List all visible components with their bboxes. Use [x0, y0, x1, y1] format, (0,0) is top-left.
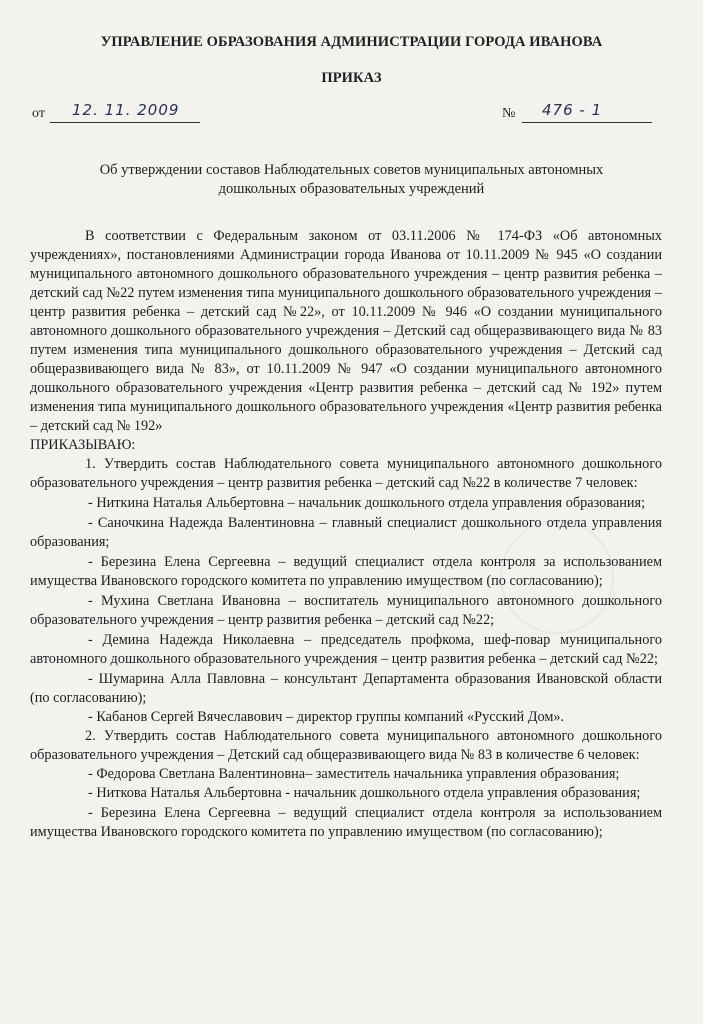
item-1-member: - Мухина Светлана Ивановна – воспитатель муниципального автономного дошкольного образовательного учреждения – центр развития ребенка – детский сад №22; [30, 593, 662, 628]
handwritten-date: 12. 11. 2009 [72, 101, 180, 119]
number-underline [522, 122, 652, 123]
item-1-member: - Ниткина Наталья Альбертовна – начальник дошкольного отдела управления образования; [88, 495, 646, 511]
order-date-number-row [32, 101, 672, 126]
subject-line-2: дошкольных образовательных учреждений [218, 181, 485, 197]
item-2-member: - Ниткова Наталья Альбертовна - начальник дошкольного отдела управления образования; [88, 785, 641, 801]
item-2-member: - Березина Елена Сергеевна – ведущий специалист отдела контроля за использованием имущества Ивановского городского комитета по управлению имуществом (по согласованию); [30, 805, 662, 840]
number-label: № [502, 106, 516, 121]
date-underline [50, 122, 200, 123]
document-type-title: ПРИКАЗ [321, 70, 382, 86]
subject-line-1: Об утверждении составов Наблюдательных советов муниципальных автономных [99, 162, 604, 178]
item-1-member: - Шумарина Алла Павловна – консультант Департамента образования Ивановской области (по согласованию); [30, 671, 662, 706]
order-body [30, 227, 662, 842]
item-1-member: - Саночкина Надежда Валентиновна – главный специалист дошкольного отдела управления образования; [30, 515, 662, 550]
preamble-paragraph: В соответствии с Федеральным законом от 03.11.2006 № 174-ФЗ «Об автономных учреждениях», постановлениями Администрации города Иванова от 10.11.2009 № 945 «О создании муниципального автономного дошкольного образовательного учреждения – центр развития ребенка – детский сад №22 путем изменения типа муниципального дошкольного образовательного учреждения – центр развития ребенка – детский сад №22», от 10.11.2009 № 946 «О создании муниципального автономного дошкольного образовательного учреждения – Детский сад общеразвивающего вида № 83 путем изменения типа муниципального дошкольного образовательного учреждения – Детский сад общеразвивающего вида № 83», от 10.11.2009 № 947 «О создании муниципального автономного дошкольного образовательного учреждения «Центр развития ребенка – детский сад № 192» путем изменения типа муниципального дошкольного образовательного учреждения «Центр развития ребенка – детский сад № 192» [30, 228, 662, 434]
order-word: ПРИКАЗЫВАЮ: [30, 437, 136, 453]
item-2-intro: 2. Утвердить состав Наблюдательного совета муниципального автономного дошкольного образовательного учреждения – Детский сад общеразвивающего вида № 83 в количестве 6 человек: [30, 728, 662, 763]
order-subject [0, 161, 703, 199]
handwritten-number: 476 - 1 [542, 101, 603, 119]
organization-header: УПРАВЛЕНИЕ ОБРАЗОВАНИЯ АДМИНИСТРАЦИИ ГОРОДА ИВАНОВА [100, 34, 603, 50]
item-1-intro: 1. Утвердить состав Наблюдательного совета муниципального автономного дошкольного образовательного учреждения – центр развития ребенка – детский сад №22 в количестве 7 человек: [30, 456, 662, 491]
item-2-member: - Федорова Светлана Валентиновна– заместитель начальника управления образования; [88, 766, 620, 782]
item-1-member: - Демина Надежда Николаевна – председатель профкома, шеф-повар муниципального автономного дошкольного образовательного учреждения – центр развития ребенка – детский сад №22; [30, 632, 662, 667]
item-1-member: - Кабанов Сергей Вячеславович – директор группы компаний «Русский Дом». [88, 709, 565, 725]
date-label: от [32, 106, 45, 121]
item-1-member: - Березина Елена Сергеевна – ведущий специалист отдела контроля за использованием имущества Ивановского городского комитета по управлению имуществом (по согласованию); [30, 554, 662, 589]
